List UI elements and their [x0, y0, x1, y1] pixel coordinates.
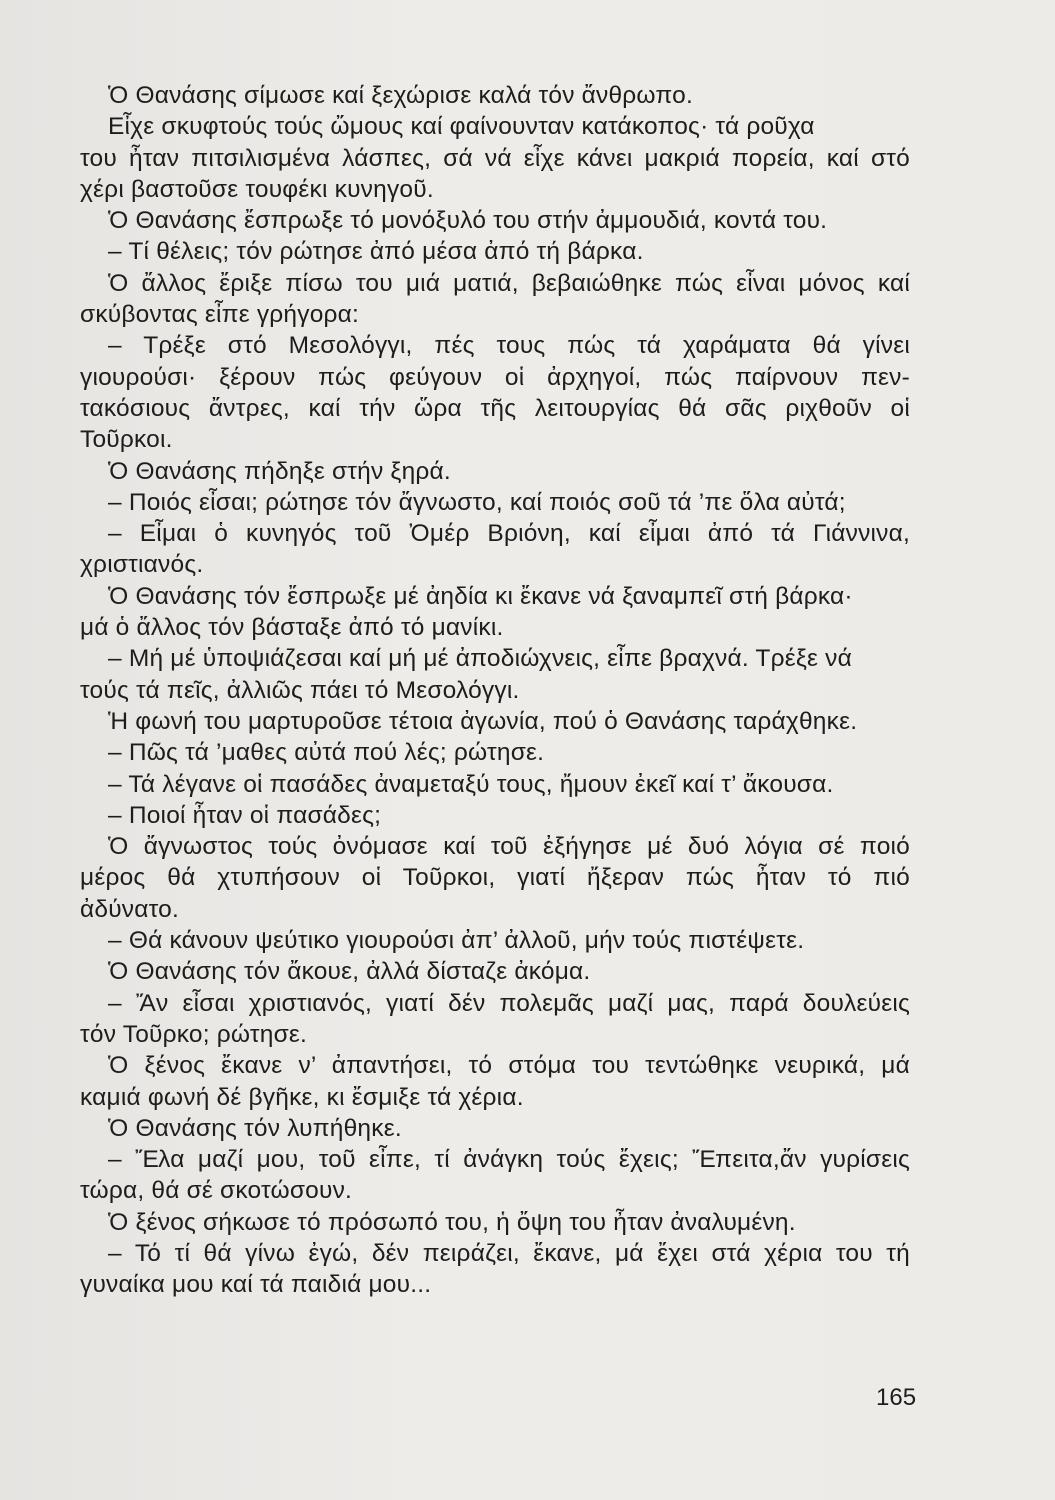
text-line: μά ὁ ἄλλος τόν βάσταξε ἀπό τό μανίκι.: [80, 614, 504, 642]
text-line: Ὁ Θανάσης ἔσπρωξε τό μονόξυλό του στήν ἀμμουδιά, κοντά του.: [108, 207, 828, 235]
text-line: Ὁ Θανάσης τόν ἄκουε, ἀλλά δίσταζε ἀκόμα.: [108, 958, 591, 986]
text-line: χέρι βαστοῦσε τουφέκι κυνηγοῦ.: [80, 175, 434, 203]
text-line: Ὁ ξένος ἔκανε ν’ ἀπαντήσει, τό στόμα του τεντώθηκε νευρικά, μά: [108, 1052, 910, 1080]
text-line: τούς τά πεῖς, ἀλλιῶς πάει τό Μεσολόγγι.: [80, 676, 520, 704]
text-line: – Πῶς τά ’μαθες αὐτά πού λές; ρώτησε.: [108, 739, 545, 767]
text-line: Ἡ φωνή του μαρτυροῦσε τέτοια ἀγωνία, πού ὁ Θανάσης ταράχθηκε.: [108, 707, 858, 735]
text-line: Ὁ Θανάσης σίμωσε καί ξεχώρισε καλά τόν ἄνθρωπο.: [108, 82, 694, 109]
page-number: 165: [876, 1384, 917, 1411]
text-line: – Ποιός εἶσαι; ρώτησε τόν ἄγνωστο, καί ποιός σοῦ τά ’πε ὅλα αὐτά;: [108, 488, 846, 516]
text-line: Ὁ Θανάσης τόν λυπήθηκε.: [108, 1114, 402, 1142]
text-line: Τοῦρκοι.: [80, 426, 173, 454]
text-line: – Ἄν εἶσαι χριστιανός, γιατί δέν πολεμᾶς μαζί μας, παρά δουλεύεις: [108, 989, 910, 1017]
text-line: ἀδύνατο.: [80, 895, 179, 923]
text-line: γυναίκα μου καί τά παιδιά μου...: [80, 1271, 432, 1299]
body-text: [80, 80, 910, 1301]
text-line: – Εἶμαι ὁ κυνηγός τοῦ Ὀμέρ Βριόνη, καί εἶμαι ἀπό τά Γιάννινα,: [108, 520, 910, 548]
text-line: – Μή μέ ὑποψιάζεσαι καί μή μέ ἀποδιώχνεις, εἶπε βραχνά. Τρέξε νά: [108, 645, 852, 673]
text-line: – Θά κάνουν ψεύτικο γιουρούσι ἀπ’ ἀλλοῦ, μήν τούς πιστέψετε.: [108, 927, 805, 955]
text-line: Ὁ ξένος σήκωσε τό πρόσωπό του, ἡ ὄψη του ἦταν ἀναλυμένη.: [108, 1208, 796, 1236]
text-line: Ὁ ἄλλος ἔριξε πίσω του μιά ματιά, βεβαιώθηκε πώς εἶναι μόνος καί: [108, 269, 910, 297]
text-line: Ὁ Θανάσης πήδηξε στήν ξηρά.: [108, 457, 451, 485]
text-line: Ὁ Θανάσης τόν ἔσπρωξε μέ ἀηδία κι ἔκανε νά ξαναμπεῖ στή βάρκα·: [108, 582, 853, 610]
text-line: τώρα, θά σέ σκοτώσουν.: [80, 1177, 353, 1205]
text-line: – Τά λέγανε οἱ πασάδες ἀναμεταξύ τους, ἤμουν ἐκεῖ καί τ’ ἄκουσα.: [108, 770, 834, 798]
text-line: μέρος θά χτυπήσουν οἱ Τοῦρκοι, γιατί ἤξεραν πώς ἦταν τό πιό: [80, 864, 910, 892]
text-line: σκύβοντας εἶπε γρήγορα:: [80, 301, 360, 329]
text-line: – Τρέξε στό Μεσολόγγι, πές τους πώς τά χαράματα θά γίνει: [108, 332, 910, 360]
text-line: Εἶχε σκυφτούς τούς ὤμους καί φαίνουνταν κατάκοπος· τά ροῦχα: [108, 113, 815, 141]
text-line: – Ἔλα μαζί μου, τοῦ εἶπε, τί ἀνάγκη τούς ἔχεις; Ἔπειτα,ἄν γυρίσεις: [108, 1146, 910, 1174]
text-line: καμιά φωνή δέ βγῆκε, κι ἔσμιξε τά χέρια.: [80, 1083, 524, 1111]
text-line: – Τό τί θά γίνω ἐγώ, δέν πειράζει, ἔκανε, μά ἔχει στά χέρια του τή: [108, 1239, 910, 1267]
text-line: τόν Τοῦρκο; ρώτησε.: [80, 1020, 308, 1048]
text-line: χριστιανός.: [80, 551, 204, 579]
text-line: – Τί θέλεις; τόν ρώτησε ἀπό μέσα ἀπό τή βάρκα.: [108, 238, 644, 266]
text-line: Ὁ ἄγνωστος τούς ὀνόμασε καί τοῦ ἐξήγησε μέ δυό λόγια σέ ποιό: [108, 833, 910, 861]
text-line: γιουρούσι· ξέρουν πώς φεύγουν οἱ ἀρχηγοί, πώς παίρνουν πεν-: [80, 363, 910, 391]
text-line: – Ποιοί ἦταν οἱ πασάδες;: [108, 801, 382, 829]
text-line: του ἦταν πιτσιλισμένα λάσπες, σά νά εἶχε κάνει μακριά πορεία, καί στό: [80, 144, 910, 172]
text-line: τακόσιους ἄντρες, καί τήν ὥρα τῆς λειτουργίας θά σᾶς ριχθοῦν οἱ: [80, 394, 910, 422]
